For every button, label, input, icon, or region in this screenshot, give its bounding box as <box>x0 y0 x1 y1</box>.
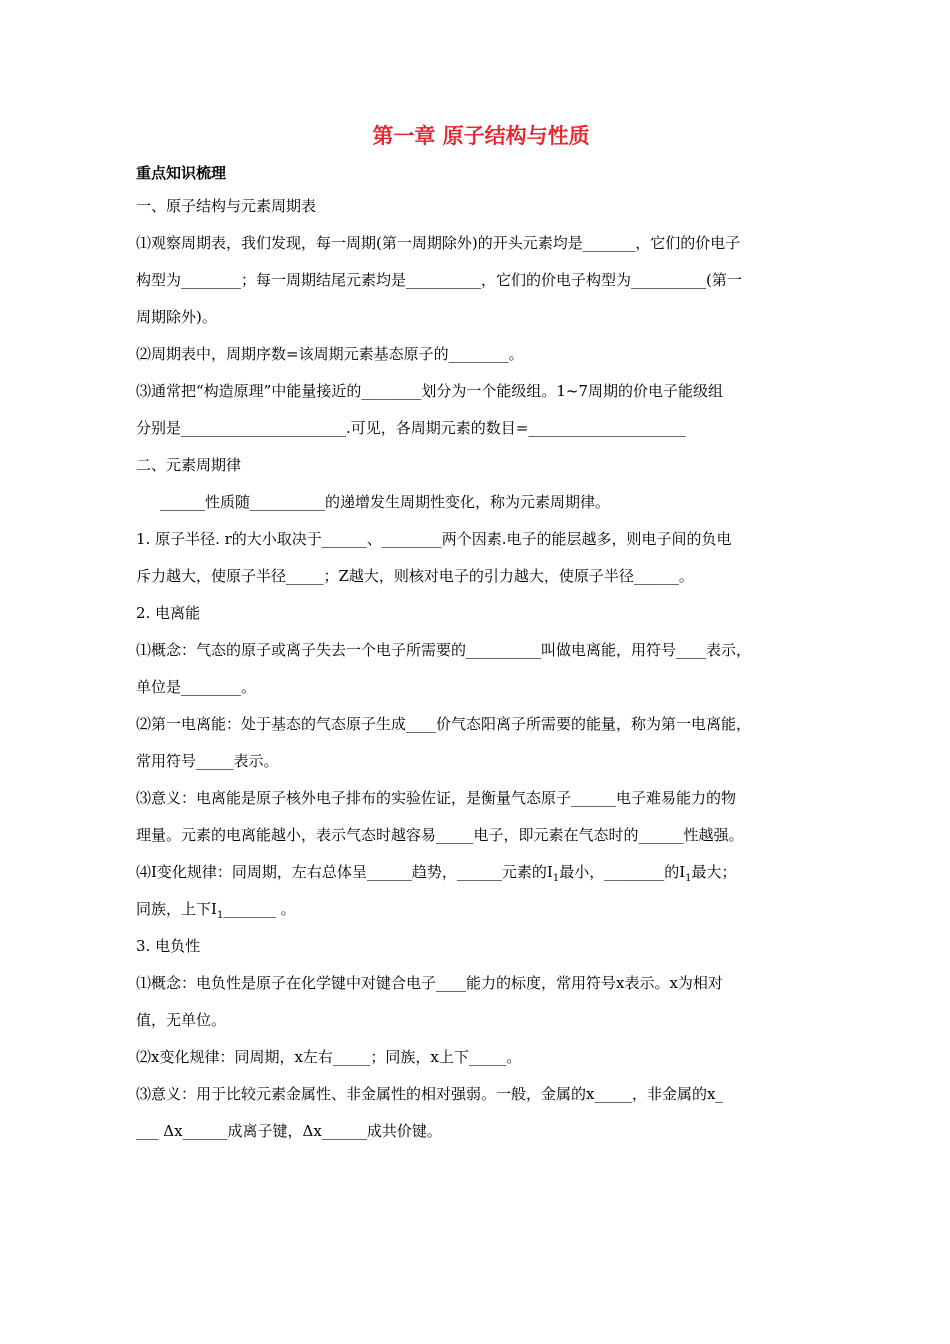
paragraph-line: ⑶意义：用于比较元素金属性、非金属性的相对强弱。一般，金属的x_____，非金属的x_ <box>136 1085 723 1103</box>
text-run: 最小，________的I <box>559 863 686 881</box>
paragraph-line: 分别是______________________.可见，各周期元素的数目=_____________________ <box>136 419 686 437</box>
paragraph-line <box>136 854 826 891</box>
paragraph-line: 1. 原子半径. r的大小取决于______、________两个因素.电子的能层越多，则电子间的负电 <box>136 530 732 548</box>
subscript: 1 <box>685 873 692 884</box>
paragraph-line: ⑴概念：气态的原子或离子失去一个电子所需要的__________叫做电离能，用符号____表示， <box>136 641 752 659</box>
paragraph-line: ⑵第一电离能：处于基态的气态原子生成____价气态阳离子所需要的能量，称为第一电离能， <box>136 715 752 733</box>
paragraph-line: ⑶通常把“构造原理”中能量接近的________划分为一个能级组。1~7周期的价电子能级组 <box>136 382 723 400</box>
paragraph-line: 常用符号_____表示。 <box>136 752 279 770</box>
paragraph-line: 周期除外)。 <box>136 308 217 326</box>
paragraph-line: 单位是________。 <box>136 678 257 696</box>
section-heading-1: 一、原子结构与元素周期表 <box>136 197 317 215</box>
section-heading-2: 二、元素周期律 <box>136 456 242 474</box>
paragraph-line: ⑴概念：电负性是原子在化学键中对键合电子____能力的标度，常用符号x表示。x为相对 <box>136 974 723 992</box>
paragraph-line: 理量。元素的电离能越小，表示气态时越容易_____电子，即元素在气态时的______性越强。 <box>136 826 744 844</box>
paragraph-line: 构型为________；每一周期结尾元素均是__________，它们的价电子构型为__________(第一 <box>136 271 742 289</box>
subsection-heading: 2. 电离能 <box>136 604 201 622</box>
page-title: 第一章 原子结构与性质 <box>372 124 590 148</box>
text-run: 最大； <box>691 863 737 881</box>
paragraph-line: ⑶意义：电离能是原子核外电子排布的实验佐证，是衡量气态原子______电子难易能力的物 <box>136 789 737 807</box>
subscript: 1 <box>552 873 560 884</box>
text-run: ⑷I变化规律：同周期，左右总体呈______趋势，______元素的I <box>136 863 553 881</box>
paragraph-line: ⑵x变化规律：同周期，x左右_____；同族，x上下_____。 <box>136 1048 522 1066</box>
text-run: _______ 。 <box>223 900 296 918</box>
subsection-heading: 3. 电负性 <box>136 937 201 955</box>
paragraph-line <box>136 891 826 928</box>
paragraph-line: ______性质随__________的递增发生周期性变化，称为元素周期律。 <box>160 493 611 511</box>
paragraph-line: ⑴观察周期表，我们发现，每一周期(第一周期除外)的开头元素均是_______，它们的价电子 <box>136 234 741 252</box>
section-subtitle: 重点知识梳理 <box>136 164 227 182</box>
paragraph-line: ___ Δx______成离子键，Δx______成共价键。 <box>136 1122 442 1140</box>
paragraph-line: 斥力越大，使原子半径_____；Z越大，则核对电子的引力越大，使原子半径______。 <box>136 567 694 585</box>
text-run: 同族，上下I <box>136 900 217 918</box>
paragraph-line: ⑵周期表中，周期序数=该周期元素基态原子的________。 <box>136 345 524 363</box>
document-page <box>136 118 826 1150</box>
paragraph-line: 值，无单位。 <box>136 1011 227 1029</box>
subscript: 1 <box>216 910 224 921</box>
